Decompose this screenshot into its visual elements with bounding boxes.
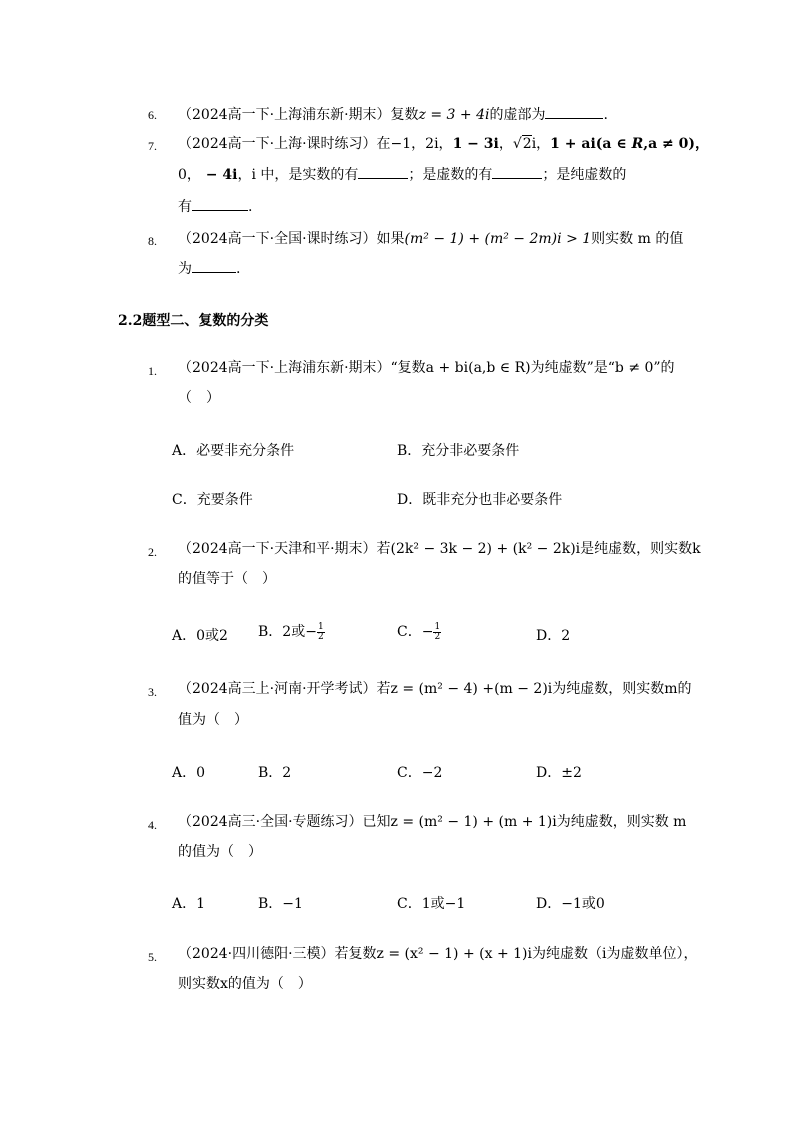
- fraction-denominator: 2: [317, 631, 324, 642]
- option-d[interactable]: D．−1或0: [536, 896, 605, 912]
- punctuation: .: [603, 107, 608, 123]
- option-a[interactable]: A．0: [172, 765, 206, 781]
- sqrt-radicand: 2: [522, 136, 532, 152]
- fraction-numerator: 1: [434, 621, 441, 632]
- question-stem: （2024高三上·河南·开学考试）若z = (m² − 4) +(m − 2)i为纯虚数，则实数m的: [178, 681, 692, 697]
- option-b[interactable]: [258, 621, 325, 642]
- question-number: 7.: [148, 139, 157, 153]
- question-stem: （2024高一下·全国·课时练习）如果: [178, 231, 405, 247]
- answer-parentheses: 值为（ ）: [178, 712, 248, 728]
- option-d[interactable]: D．2: [536, 628, 571, 644]
- math-expression: i，: [531, 136, 551, 152]
- fraction-numerator: 1: [317, 621, 324, 632]
- answer-parentheses: 的值等于（ ）: [178, 571, 276, 587]
- question-stem: 为: [178, 261, 192, 277]
- math-set-R: R: [631, 136, 644, 152]
- answer-parentheses: 的值为（ ）: [178, 844, 262, 860]
- question-stem: 则实数 m 的值: [591, 231, 684, 247]
- answer-blank-imaginary[interactable]: [492, 164, 542, 179]
- option-c[interactable]: [397, 621, 441, 642]
- answer-parentheses: （ ）: [178, 390, 220, 406]
- question-stem: 的虚部为: [489, 107, 546, 123]
- question-stem: （2024高一下·上海浦东新·期末）“复数a + bi(a,b ∈ R)为纯虚数”是“b ≠ 0”的: [178, 360, 675, 376]
- option-b[interactable]: B．2: [258, 765, 292, 781]
- question-number: 1.: [148, 364, 157, 378]
- question-7-line-3: [178, 196, 252, 217]
- option-a[interactable]: A．必要非充分条件: [172, 443, 295, 459]
- question-stem: （2024高一下·上海浦东新·期末）复数: [178, 107, 419, 123]
- answer-blank-pure-imaginary[interactable]: [192, 196, 248, 211]
- sqrt-symbol: √: [512, 136, 522, 152]
- math-expression: 0，: [178, 167, 201, 183]
- question-stem: （2024高三·全国·专题练习）已知z = (m² − 1) + (m + 1)i为纯虚数，则实数 m: [178, 814, 687, 830]
- option-d[interactable]: D．既非充分也非必要条件: [397, 492, 563, 508]
- option-d[interactable]: D．±2: [536, 765, 582, 781]
- option-b-text: B．2或−: [258, 624, 317, 640]
- question-7-line-2: [178, 164, 626, 185]
- question-number: 2.: [148, 545, 157, 559]
- math-expression: 1 − 3i: [452, 136, 499, 152]
- option-c[interactable]: C．1或−1: [397, 896, 466, 912]
- math-expression: z = 3 + 4i: [418, 107, 490, 123]
- math-expression: (m² − 1) + (m² − 2m)i > 1: [404, 231, 592, 247]
- fraction: [317, 623, 325, 642]
- question-number: 3.: [148, 685, 157, 699]
- section-heading: 2.2题型二、复数的分类: [118, 313, 269, 329]
- question-8-line-1: [178, 229, 683, 249]
- fraction-denominator: 2: [434, 631, 441, 642]
- question-6-text: [178, 104, 608, 125]
- answer-blank[interactable]: [192, 258, 236, 273]
- punctuation: ，: [498, 136, 513, 152]
- question-7-line-1: [178, 134, 709, 154]
- question-stem: ；是纯虚数的: [542, 167, 627, 183]
- option-a[interactable]: A．0或2: [172, 628, 228, 644]
- punctuation: .: [236, 261, 241, 277]
- question-number: 4.: [148, 818, 157, 832]
- question-8-line-2: [178, 258, 240, 279]
- question-stem: 有: [178, 199, 192, 215]
- option-c-text: C．−: [397, 624, 434, 640]
- math-expression: − 4i: [200, 167, 238, 183]
- fraction: [433, 623, 441, 642]
- question-number: 8.: [148, 234, 157, 248]
- answer-parentheses: 则实数x的值为（ ）: [178, 976, 312, 992]
- question-stem: （2024高一下·上海·课时练习）在−1，2i，: [178, 136, 453, 152]
- question-stem: ，i 中，是实数的有: [237, 167, 359, 183]
- question-stem: （2024高一下·天津和平·期末）若(2k² − 3k − 2) + (k² − 2k)i是纯虚数，则实数k: [178, 541, 701, 557]
- option-b[interactable]: B．充分非必要条件: [397, 443, 520, 459]
- answer-blank-real[interactable]: [358, 164, 408, 179]
- question-number: 6.: [148, 108, 157, 122]
- question-stem: （2024·四川德阳·三模）若复数z = (x² − 1) + (x + 1)i为纯虚数（i为虚数单位），: [178, 946, 698, 962]
- math-expression: 1 + ai(a ∈: [550, 136, 632, 152]
- question-number: 5.: [148, 950, 157, 964]
- answer-blank[interactable]: [545, 104, 603, 119]
- punctuation: .: [248, 199, 253, 215]
- option-c[interactable]: C．−2: [397, 765, 443, 781]
- option-c[interactable]: C．充要条件: [172, 492, 253, 508]
- option-a[interactable]: A．1: [172, 896, 206, 912]
- question-stem: ；是虚数的有: [408, 167, 493, 183]
- math-expression: ,a ≠ 0)，: [643, 136, 710, 152]
- option-b[interactable]: B．−1: [258, 896, 303, 912]
